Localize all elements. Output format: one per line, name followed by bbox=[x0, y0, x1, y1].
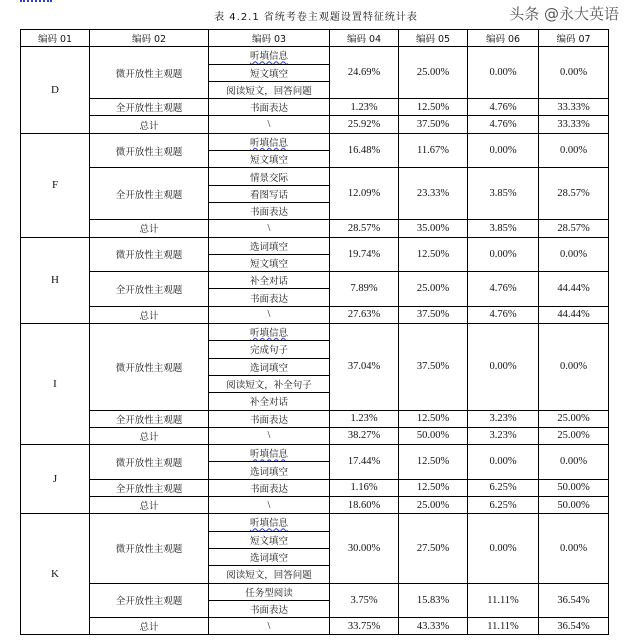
total-percentage-cell: 25.00% bbox=[539, 427, 609, 444]
question-item-cell bbox=[209, 185, 330, 202]
percentage-cell: 0.00% bbox=[539, 47, 609, 99]
percentage-cell: 4.76% bbox=[468, 272, 539, 307]
total-percentage-cell: 33.33% bbox=[539, 116, 609, 133]
question-item-cell bbox=[209, 168, 330, 185]
column-header: 编码 02 bbox=[90, 30, 209, 47]
question-item-cell bbox=[209, 99, 330, 116]
percentage-cell: 0.00% bbox=[539, 324, 609, 410]
table-row bbox=[21, 410, 609, 427]
question-type-cell: 微开放性主观题 bbox=[90, 133, 209, 168]
total-label-cell: 总计 bbox=[90, 427, 209, 444]
question-item-label: 阅读短文，回答问题 bbox=[226, 570, 312, 582]
percentage-cell: 3.85% bbox=[468, 168, 539, 220]
total-percentage-cell: 25.00% bbox=[399, 497, 468, 514]
question-type-cell: 全开放性主观题 bbox=[90, 168, 209, 220]
percentage-cell: 1.23% bbox=[330, 410, 399, 427]
total-percentage-cell: 33.75% bbox=[330, 618, 399, 635]
percentage-cell: 0.00% bbox=[468, 47, 539, 99]
percentage-cell: 0.00% bbox=[468, 237, 539, 272]
question-item-label: 听填信息 bbox=[249, 328, 288, 340]
question-type-cell: 微开放性主观题 bbox=[90, 237, 209, 272]
total-row bbox=[21, 306, 609, 323]
question-item-cell bbox=[209, 514, 330, 531]
question-item-cell bbox=[209, 410, 330, 427]
percentage-cell: 0.00% bbox=[539, 445, 609, 480]
question-type-cell: 微开放性主观题 bbox=[90, 47, 209, 99]
question-item-cell bbox=[209, 289, 330, 306]
percentage-cell: 0.00% bbox=[468, 324, 539, 410]
question-item-label: 补全对话 bbox=[249, 276, 288, 288]
table-row bbox=[21, 237, 609, 254]
total-label-cell: 总计 bbox=[90, 497, 209, 514]
table-row bbox=[21, 133, 609, 150]
percentage-cell: 16.48% bbox=[330, 133, 399, 168]
question-item-label: 选词填空 bbox=[249, 553, 288, 565]
table-caption: 表 4.2.1 省统考卷主观题设置特征统计表 bbox=[214, 12, 418, 23]
total-percentage-cell: 28.57% bbox=[539, 220, 609, 237]
percentage-cell: 7.89% bbox=[330, 272, 399, 307]
question-item-label: 听填信息 bbox=[249, 137, 288, 149]
total-percentage-cell: 43.33% bbox=[399, 618, 468, 635]
question-item-label: 书面表达 bbox=[249, 483, 288, 495]
question-item-label: 书面表达 bbox=[249, 103, 288, 115]
total-type-cell: \ bbox=[209, 427, 330, 444]
percentage-cell: 33.33% bbox=[539, 99, 609, 116]
total-row bbox=[21, 618, 609, 635]
percentage-cell: 12.50% bbox=[399, 410, 468, 427]
question-item-cell bbox=[209, 445, 330, 462]
percentage-cell: 0.00% bbox=[539, 237, 609, 272]
total-percentage-cell: 4.76% bbox=[468, 306, 539, 323]
question-item-cell bbox=[209, 479, 330, 496]
total-label-cell: 总计 bbox=[90, 220, 209, 237]
question-type-cell: 全开放性主观题 bbox=[90, 272, 209, 307]
question-item-cell bbox=[209, 272, 330, 289]
question-item-cell bbox=[209, 202, 330, 219]
question-item-cell bbox=[209, 583, 330, 600]
percentage-cell: 12.09% bbox=[330, 168, 399, 220]
question-item-cell bbox=[209, 151, 330, 168]
total-percentage-cell: 37.50% bbox=[399, 306, 468, 323]
header-row bbox=[21, 30, 609, 47]
question-item-label: 阅读短文，补全句子 bbox=[226, 380, 312, 392]
percentage-cell: 1.16% bbox=[330, 479, 399, 496]
question-item-label: 阅读短文，回答问题 bbox=[226, 86, 312, 98]
percentage-cell: 30.00% bbox=[330, 514, 399, 583]
total-type-cell: \ bbox=[209, 497, 330, 514]
spellcheck-mark bbox=[20, 0, 52, 2]
percentage-cell: 3.23% bbox=[468, 410, 539, 427]
question-item-label: 书面表达 bbox=[249, 207, 288, 219]
question-item-cell bbox=[209, 600, 330, 617]
question-item-cell bbox=[209, 64, 330, 81]
question-item-label: 任务型阅读 bbox=[245, 587, 293, 599]
total-label-cell: 总计 bbox=[90, 116, 209, 133]
question-item-label: 短文填空 bbox=[249, 259, 288, 270]
percentage-cell: 11.11% bbox=[468, 583, 539, 618]
total-percentage-cell: 3.85% bbox=[468, 220, 539, 237]
percentage-cell: 28.57% bbox=[539, 168, 609, 220]
question-type-cell: 全开放性主观题 bbox=[90, 99, 209, 116]
question-item-label: 完成句子 bbox=[249, 345, 288, 357]
percentage-cell: 0.00% bbox=[468, 514, 539, 583]
percentage-cell: 0.00% bbox=[539, 514, 609, 583]
percentage-cell: 6.25% bbox=[468, 479, 539, 496]
total-percentage-cell: 27.63% bbox=[330, 306, 399, 323]
question-type-cell: 微开放性主观题 bbox=[90, 514, 209, 583]
percentage-cell: 0.00% bbox=[468, 445, 539, 480]
total-type-cell: \ bbox=[209, 116, 330, 133]
question-item-label: 书面表达 bbox=[249, 604, 288, 616]
total-percentage-cell: 11.11% bbox=[468, 618, 539, 635]
table-row bbox=[21, 99, 609, 116]
total-type-cell: \ bbox=[209, 306, 330, 323]
group-code-cell: I bbox=[21, 324, 90, 445]
percentage-cell: 19.74% bbox=[330, 237, 399, 272]
total-percentage-cell: 37.50% bbox=[399, 116, 468, 133]
total-row bbox=[21, 220, 609, 237]
total-percentage-cell: 35.00% bbox=[399, 220, 468, 237]
percentage-cell: 12.50% bbox=[399, 237, 468, 272]
percentage-cell: 1.23% bbox=[330, 99, 399, 116]
total-percentage-cell: 4.76% bbox=[468, 116, 539, 133]
percentage-cell: 11.67% bbox=[399, 133, 468, 168]
question-item-cell bbox=[209, 133, 330, 150]
percentage-cell: 23.33% bbox=[399, 168, 468, 220]
question-item-label: 短文填空 bbox=[249, 68, 288, 80]
column-header: 编码 05 bbox=[399, 30, 468, 47]
percentage-cell: 15.83% bbox=[399, 583, 468, 618]
total-type-cell: \ bbox=[209, 220, 330, 237]
total-percentage-cell: 18.60% bbox=[330, 497, 399, 514]
total-percentage-cell: 50.00% bbox=[399, 427, 468, 444]
total-row bbox=[21, 116, 609, 133]
percentage-cell: 50.00% bbox=[539, 479, 609, 496]
question-item-label: 情景交际 bbox=[249, 172, 288, 184]
question-item-label: 听填信息 bbox=[249, 51, 288, 63]
total-percentage-cell: 44.44% bbox=[539, 306, 609, 323]
question-item-cell bbox=[209, 81, 330, 98]
question-item-label: 选词填空 bbox=[249, 362, 288, 374]
group-code-cell: F bbox=[21, 133, 90, 237]
question-item-label: 选词填空 bbox=[249, 241, 288, 253]
table-row bbox=[21, 514, 609, 531]
column-header: 编码 01 bbox=[21, 30, 90, 47]
percentage-cell: 0.00% bbox=[468, 133, 539, 168]
question-item-cell bbox=[209, 254, 330, 271]
percentage-cell: 3.75% bbox=[330, 583, 399, 618]
total-percentage-cell: 6.25% bbox=[468, 497, 539, 514]
watermark: 头条 @永大英语 bbox=[509, 5, 619, 23]
percentage-cell: 37.04% bbox=[330, 324, 399, 410]
total-percentage-cell: 3.23% bbox=[468, 427, 539, 444]
percentage-cell: 17.44% bbox=[330, 445, 399, 480]
total-row bbox=[21, 497, 609, 514]
percentage-cell: 25.00% bbox=[399, 272, 468, 307]
question-item-label: 听填信息 bbox=[249, 449, 288, 461]
total-row bbox=[21, 427, 609, 444]
question-item-cell bbox=[209, 375, 330, 392]
table-row bbox=[21, 168, 609, 185]
question-item-label: 书面表达 bbox=[249, 414, 288, 426]
question-type-cell: 全开放性主观题 bbox=[90, 410, 209, 427]
percentage-cell: 4.76% bbox=[468, 99, 539, 116]
question-item-cell bbox=[209, 531, 330, 548]
question-item-label: 短文填空 bbox=[249, 155, 288, 167]
column-header: 编码 04 bbox=[330, 30, 399, 47]
percentage-cell: 12.50% bbox=[399, 99, 468, 116]
percentage-cell: 36.54% bbox=[539, 583, 609, 618]
question-item-cell bbox=[209, 358, 330, 375]
question-item-cell bbox=[209, 237, 330, 254]
table-row bbox=[21, 583, 609, 600]
question-item-cell bbox=[209, 393, 330, 410]
total-percentage-cell: 38.27% bbox=[330, 427, 399, 444]
question-item-cell bbox=[209, 462, 330, 479]
question-item-label: 选词填空 bbox=[249, 466, 288, 478]
table-row bbox=[21, 479, 609, 496]
percentage-cell: 37.50% bbox=[399, 324, 468, 410]
question-item-label: 补全对话 bbox=[249, 397, 288, 409]
table-row bbox=[21, 324, 609, 341]
percentage-cell: 25.00% bbox=[399, 47, 468, 99]
question-item-label: 听填信息 bbox=[249, 518, 288, 530]
total-percentage-cell: 36.54% bbox=[539, 618, 609, 635]
group-code-cell: J bbox=[21, 445, 90, 514]
column-header: 编码 07 bbox=[539, 30, 609, 47]
column-header: 编码 06 bbox=[468, 30, 539, 47]
question-type-cell: 全开放性主观题 bbox=[90, 479, 209, 496]
total-label-cell: 总计 bbox=[90, 306, 209, 323]
table-row bbox=[21, 445, 609, 462]
table-row bbox=[21, 47, 609, 64]
stats-table bbox=[20, 29, 609, 635]
percentage-cell: 0.00% bbox=[539, 133, 609, 168]
question-item-label: 看图写话 bbox=[249, 189, 288, 201]
question-item-label: 短文填空 bbox=[249, 535, 288, 547]
question-type-cell: 微开放性主观题 bbox=[90, 445, 209, 480]
percentage-cell: 25.00% bbox=[539, 410, 609, 427]
percentage-cell: 24.69% bbox=[330, 47, 399, 99]
total-percentage-cell: 25.92% bbox=[330, 116, 399, 133]
question-item-cell bbox=[209, 47, 330, 64]
question-item-cell bbox=[209, 324, 330, 341]
question-type-cell: 全开放性主观题 bbox=[90, 583, 209, 618]
total-type-cell: \ bbox=[209, 618, 330, 635]
group-code-cell: H bbox=[21, 237, 90, 323]
question-item-cell bbox=[209, 566, 330, 583]
question-item-label: 书面表达 bbox=[249, 293, 288, 305]
table-row bbox=[21, 272, 609, 289]
total-percentage-cell: 28.57% bbox=[330, 220, 399, 237]
percentage-cell: 27.50% bbox=[399, 514, 468, 583]
percentage-cell: 12.50% bbox=[399, 445, 468, 480]
question-type-cell: 微开放性主观题 bbox=[90, 324, 209, 410]
question-item-cell bbox=[209, 548, 330, 565]
percentage-cell: 44.44% bbox=[539, 272, 609, 307]
total-label-cell: 总计 bbox=[90, 618, 209, 635]
column-header: 编码 03 bbox=[209, 30, 330, 47]
total-percentage-cell: 50.00% bbox=[539, 497, 609, 514]
question-item-cell bbox=[209, 341, 330, 358]
group-code-cell: D bbox=[21, 47, 90, 133]
group-code-cell: K bbox=[21, 514, 90, 635]
percentage-cell: 12.50% bbox=[399, 479, 468, 496]
